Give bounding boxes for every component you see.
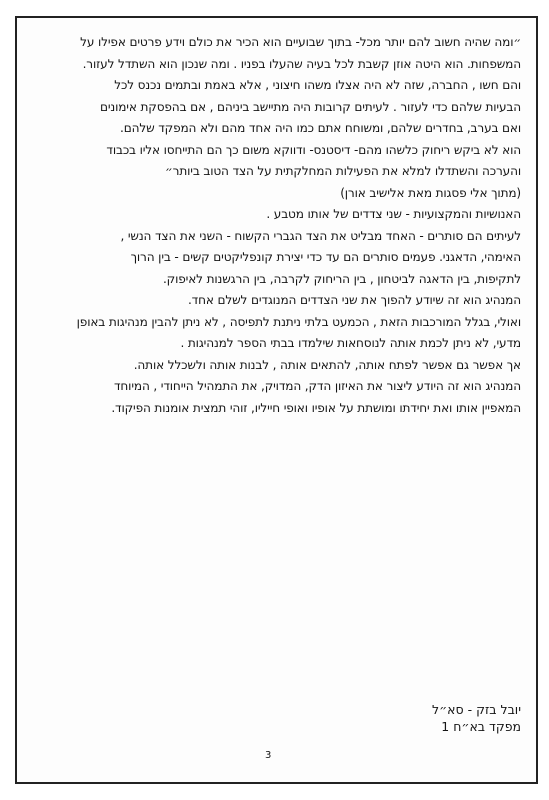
body-line: לעיתים הם סותרים - האחד מבליט את הצד הגברי הקשוח - השני את הצד הנשי , <box>120 228 521 243</box>
signature-block <box>432 701 521 735</box>
citation-line: (מתוך אלי פסגות מאת אלישיב אורן) <box>340 185 521 200</box>
signature-name: יובל בזק - סא״ל <box>431 702 521 717</box>
body-line: המנהיג הוא זה שיודע להפוך את שני הצדדים המנוגדים לשלם אחד. <box>187 293 521 307</box>
signature-role: מפקד בא״ח 1 <box>441 719 521 734</box>
body-line: והם חשו , החברה, שזה לא היה אצלו משהו חיצוני , אלא באמת ובתמים נכנס לכל <box>114 78 521 92</box>
body-line: הבעיות שלהם כדי לעזור . לעיתים קרובות היה מתיישב ביניהם , אם בהפסקת אימונים <box>99 99 521 114</box>
body-line: ״ומה שהיה חשוב להם יותר מכל- בתוך שבועיים הוא הכיר את כולם וידע פרטים אפילו על <box>80 35 521 49</box>
body-line: ואם בערב, בחדרים שלהם, ומשוחח אתם כמו היה אחד מהם ולא המפקד שלהם. <box>120 121 521 135</box>
body-line: לתקיפות, בין הדאגה לביטחון , בין הריחוק לקרבה, בין הרגשנות לאיפוק. <box>162 271 521 286</box>
body-line: אך אפשר גם אפשר לפתח אותה, להתאים אותה , לבנות אותה ולשכלל אותה. <box>133 357 521 372</box>
document-body <box>21 32 521 419</box>
body-line: ואולי, בגלל המורכבות הזאת , הכמעט בלתי ניתנת לתפיסה , לא ניתן להבין מנהיגות באופן <box>76 314 521 329</box>
body-line: המאפיין אותו ואת יחידתו ומושתת על אופיו ואופי חייליו, זוהי תמצית אומנות הפיקוד. <box>111 400 521 415</box>
body-line: האנושיות והמקצועיות - שני צדדים של אותו מטבע . <box>266 207 521 221</box>
body-line: המשפחות. הוא היטה אוזן קשבת לכל בעיה שהעלו בפניו . ומה שנכון הוא השתדל לעזור. <box>82 56 521 71</box>
body-line: הוא לא ביקש ריחוק כלשהו מהם- דיסטנס- ודווקא משום כך הם התייחסו אליו בכבוד <box>106 142 521 157</box>
body-line: האימהי, הדאגני. פעמים סותרים הם עד כדי יצירת קונפליקטים קשים - בין הרוך <box>130 250 521 264</box>
page-number: 3 <box>265 750 272 761</box>
body-line: מדעי, לא ניתן לכמת אותה לנוסחאות שילמדו בבתי הספר למנהיגות . <box>180 336 521 350</box>
body-line: המנהיג הוא זה היודע ליצור את האיזון הדק, המדויק, את התמהיל הייחודי , המיוחד <box>113 379 521 393</box>
body-line: והערכה והשתדלו למלא את הפעילות המחלקתית על הצד הטוב ביותר״ <box>165 164 521 178</box>
